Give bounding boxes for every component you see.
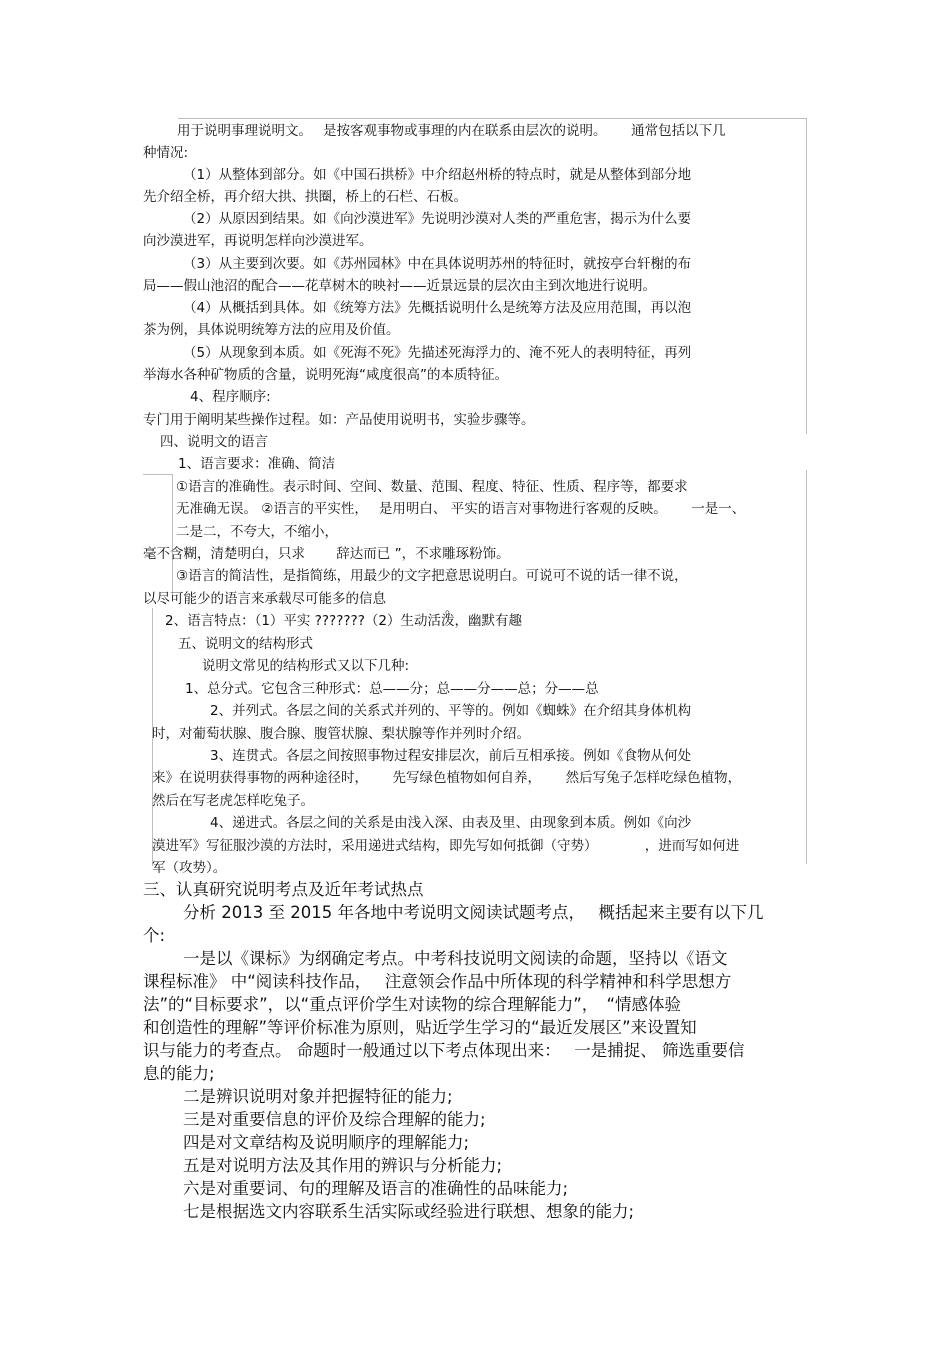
text-line: 和创造性的理解”等评价标准为原则，贴近学生学习的“最近发展区”来设置知: [143, 1018, 697, 1037]
list-item: 二是辨识说明对象并把握特征的能力;: [183, 1087, 453, 1106]
text-line: 先介绍全桥，再介绍大拱、拱圈，桥上的石栏、石板。: [143, 189, 467, 205]
text-line: 1、总分式。它包含三种形式：总——分；总——分——总；分——总: [185, 681, 599, 697]
text-line: ①语言的准确性。表示时间、空间、数量、范围、程度、特征、性质、程序等，都要求: [176, 479, 688, 495]
text-line: 个:: [143, 926, 166, 945]
frame-rule-right-lower: [806, 470, 807, 864]
text-line: （3）从主要到次要。如《苏州园林》中在具体说明苏州的特征时，就按亭台轩榭的布: [183, 256, 692, 272]
text-line: 4、递进式。各层之间的关系是由浅入深、由表及里、由现象到本质。例如《向沙: [210, 815, 692, 831]
text-line: 茶为例，具体说明统筹方法的应用及价值。: [143, 322, 400, 338]
text-line: 4、程序顺序:: [190, 389, 271, 405]
text-line: 毫不含糊，清楚明白，只求 辞达而已 ”，不求雕琢粉饰。: [143, 546, 510, 562]
frame-rule-right: [806, 118, 807, 434]
text-line: 以尽可能少的语言来承载尽可能多的信息: [143, 591, 386, 607]
frame-rule-top: [178, 118, 806, 119]
text-line: 漠进军》写征服沙漠的方法时，采用递进式结构，即先写如何抵御（守势） ，进而写如何进: [152, 838, 740, 854]
text-line: 五、说明文的结构形式: [178, 636, 313, 652]
list-item: 六是对重要词、句的理解及语言的准确性的品味能力;: [183, 1179, 569, 1198]
text-line: （4）从概括到具体。如《统筹方法》先概括说明什么是统筹方法及应用范围，再以泡: [183, 300, 692, 316]
text-line: 无准确无误。 ②语言的平实性， 是用明白、 平实的语言对事物进行客观的反映。 一是一、: [176, 501, 746, 517]
text-line: 1、语言要求：准确、简洁: [178, 456, 336, 472]
text-line: 种情况:: [143, 145, 189, 161]
text-line: 识与能力的考查点。 命题时一般通过以下考点体现出来： 一是捕捉、 筛选重要信: [143, 1041, 745, 1060]
text-line: 课程标准》 中“阅读科技作品， 注意领会作品中所体现的科学精神和科学思想方: [143, 972, 732, 991]
text-line: （1）从整体到部分。如《中国石拱桥》中介绍赵州桥的特点时，就是从整体到部分地: [183, 167, 692, 183]
text-line: 来》在说明获得事物的两种途径时， 先写绿色植物如何自养， 然后写兔子怎样吃绿色植物，: [152, 770, 742, 786]
text-line: 向沙漠进军，再说明怎样向沙漠进军。: [143, 233, 373, 249]
text-line: 用于说明事理说明文。 是按客观事物或事理的内在联系由层次的说明。 通常包括以下几: [177, 123, 726, 139]
text-line: 举海水各种矿物质的含量，说明死海“咸度很高”的本质特征。: [143, 367, 508, 383]
text-line: 2、并列式。各层之间的关系式并列的、平等的。例如《蜘蛛》在介绍其身体机构: [210, 703, 692, 719]
text-line: 一是以《课标》为纲确定考点。中考科技说明文阅读的命题，坚持以《语文: [183, 949, 728, 968]
text-line: 分析 2013 至 2015 年各地中考说明文阅读试题考点， 概括起来主要有以下几: [183, 903, 764, 922]
text-line: 法”的“目标要求”，以“重点评价学生对读物的综合理解能力”， “情感体验: [143, 995, 682, 1014]
list-item: 七是根据选文内容联系生活实际或经验进行联想、想象的能力;: [183, 1202, 635, 1221]
frame-rule-mid: [143, 474, 173, 475]
text-line: 二是二，不夸大，不缩小，: [176, 524, 338, 540]
text-line: 四、说明文的语言: [160, 434, 268, 450]
list-item: 五是对说明方法及其作用的辨识与分析能力;: [183, 1156, 503, 1175]
text-line: （2）从原因到结果。如《向沙漠进军》先说明沙漠对人类的严重危害，揭示为什么要: [183, 211, 692, 227]
text-line: 说明文常见的结构形式又以下几种:: [202, 658, 410, 674]
text-line: ③语言的简洁性，是指简练，用最少的文字把意思说明白。可说可不说的话一律不说，: [176, 568, 688, 584]
list-item: 四是对文章结构及说明顺序的理解能力;: [183, 1133, 470, 1152]
text-line: 2、语言特点：（1）平实 ???????（2）生动活泼，幽默有趣: [165, 613, 522, 629]
section-heading: 三、认真研究说明考点及近年考试热点: [143, 880, 424, 899]
stray-mark: 。: [445, 602, 459, 617]
text-line: 军（攻势）。: [152, 860, 227, 876]
text-line: 3、连贯式。各层之间按照事物过程安排层次，前后互相承接。例如《食物从何处: [210, 748, 692, 764]
list-item: 三是对重要信息的评价及综合理解的能力;: [183, 1110, 486, 1129]
text-line: 然后在写老虎怎样吃兔子。: [152, 793, 314, 809]
text-line: （5）从现象到本质。如《死海不死》先描述死海浮力的、淹不死人的表明特征，再列: [183, 345, 692, 361]
text-line: 时，对葡萄状腺、腹合腺、腹管状腺、梨状腺等作并列时介绍。: [152, 726, 530, 742]
text-line: 局——假山池沼的配合——花草树木的映衬——近景远景的层次由主到次地进行说明。: [143, 278, 656, 294]
text-line: 息的能力;: [143, 1064, 215, 1083]
frame-rule-left-a: [172, 474, 173, 598]
text-line: 专门用于阐明某些操作过程。如：产品使用说明书，实验步骤等。: [143, 412, 535, 428]
